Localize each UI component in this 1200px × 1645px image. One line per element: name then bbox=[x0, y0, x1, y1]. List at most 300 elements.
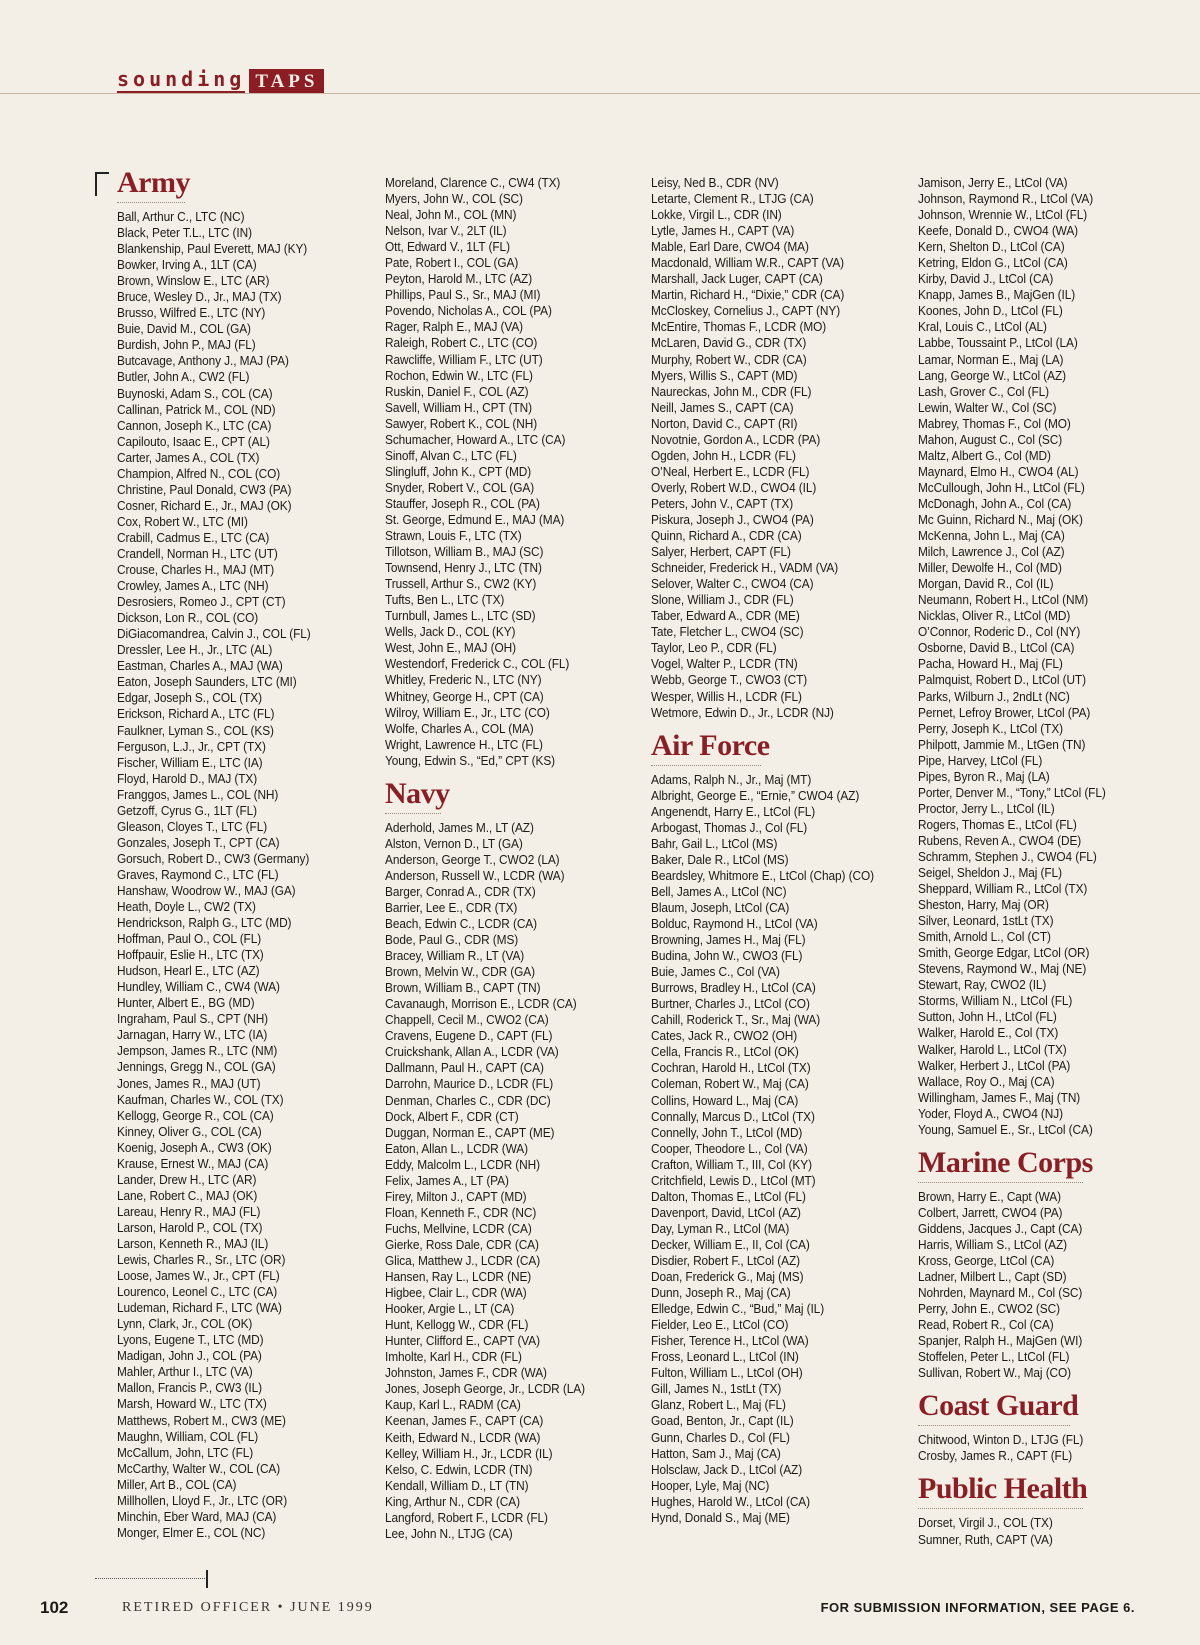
obituary-entry: Morgan, David R., Col (IL) bbox=[918, 576, 1054, 592]
top-rule bbox=[0, 93, 1200, 94]
obituary-entry: Carter, James A., COL (TX) bbox=[117, 449, 260, 465]
obituary-entry: Rawcliffe, William F., LTC (UT) bbox=[385, 351, 543, 367]
obituary-entry: Doan, Frederick G., Maj (MS) bbox=[651, 1269, 804, 1285]
obituary-entry: Ladner, Milbert L., Capt (SD) bbox=[918, 1269, 1067, 1285]
obituary-entry: Ludeman, Richard F., LTC (WA) bbox=[117, 1300, 282, 1316]
obituary-entry: Lamar, Norman E., Maj (LA) bbox=[918, 351, 1064, 367]
obituary-entry: Schumacher, Howard A., LTC (CA) bbox=[385, 431, 566, 447]
obituary-entry: Bolduc, Raymond H., LtCol (VA) bbox=[651, 916, 818, 932]
obituary-entry: Jennings, Gregg N., COL (GA) bbox=[117, 1059, 276, 1075]
obituary-entry: Kellogg, George R., COL (CA) bbox=[117, 1107, 274, 1123]
masthead-sounding: sounding bbox=[117, 68, 245, 94]
obituary-entry: Schramm, Stephen J., CWO4 (FL) bbox=[918, 848, 1097, 864]
obituary-entry: O’Connor, Roderic D., Col (NY) bbox=[918, 624, 1081, 640]
obituary-entry: Vogel, Walter P., LCDR (TN) bbox=[651, 656, 798, 672]
obituary-entry: Westendorf, Frederick C., COL (FL) bbox=[385, 656, 570, 672]
obituary-entry: Neumann, Robert H., LtCol (NM) bbox=[918, 592, 1089, 608]
obituary-entry: Brown, Harry E., Capt (WA) bbox=[918, 1188, 1061, 1204]
obituary-entry: Budina, John W., CWO3 (FL) bbox=[651, 948, 803, 964]
obituary-entry: Browning, James H., Maj (FL) bbox=[651, 932, 806, 948]
obituary-entry: Brown, Winslow E., LTC (AR) bbox=[117, 273, 270, 289]
obituary-entry: Hendrickson, Ralph G., LTC (MD) bbox=[117, 915, 292, 931]
obituary-entry: Rubens, Reven A., CWO4 (DE) bbox=[918, 832, 1082, 848]
obituary-entry: Perry, John E., CWO2 (SC) bbox=[918, 1301, 1060, 1317]
obituary-entry: Silver, Leonard, 1stLt (TX) bbox=[918, 913, 1054, 929]
obituary-entry: Lang, George W., LtCol (AZ) bbox=[918, 367, 1066, 383]
column-4 bbox=[918, 175, 1180, 1548]
obituary-entry: Lane, Robert C., MAJ (OK) bbox=[117, 1187, 258, 1203]
obituary-entry: Sawyer, Robert K., COL (NH) bbox=[385, 415, 538, 431]
obituary-entry: Cooper, Theodore L., Col (VA) bbox=[651, 1140, 808, 1156]
navy-list-continued bbox=[651, 175, 913, 721]
obituary-entry: Crafton, William T., III, Col (KY) bbox=[651, 1156, 812, 1172]
obituary-entry: Lyons, Eugene T., LTC (MD) bbox=[117, 1332, 264, 1348]
obituary-entry: Pipes, Byron R., Maj (LA) bbox=[918, 768, 1050, 784]
obituary-entry: Kern, Shelton D., LtCol (CA) bbox=[918, 239, 1065, 255]
obituary-entry: Colbert, Jarrett, CWO4 (PA) bbox=[918, 1204, 1063, 1220]
obituary-entry: Naureckas, John M., CDR (FL) bbox=[651, 383, 812, 399]
obituary-entry: Ruskin, Daniel F., COL (AZ) bbox=[385, 383, 529, 399]
obituary-entry: Jones, Joseph George, Jr., LCDR (LA) bbox=[385, 1381, 585, 1397]
obituary-entry: Maltz, Albert G., Col (MD) bbox=[918, 447, 1051, 463]
obituary-entry: Salyer, Herbert, CAPT (FL) bbox=[651, 544, 791, 560]
obituary-entry: Mahler, Arthur I., LTC (VA) bbox=[117, 1364, 253, 1380]
obituary-entry: Capilouto, Isaac E., CPT (AL) bbox=[117, 433, 270, 449]
corner-mark-horizontal bbox=[95, 172, 109, 174]
obituary-entry: Marsh, Howard W., LTC (TX) bbox=[117, 1396, 267, 1412]
obituary-entry: Wilroy, William E., Jr., LTC (CO) bbox=[385, 704, 550, 720]
bottom-tick bbox=[206, 1570, 208, 1588]
army-list-continued bbox=[385, 175, 607, 769]
obituary-entry: Lewin, Walter W., Col (SC) bbox=[918, 399, 1057, 415]
obituary-entry: Palmquist, Robert D., LtCol (UT) bbox=[918, 672, 1086, 688]
obituary-entry: Anderson, Russell W., LCDR (WA) bbox=[385, 867, 565, 883]
obituary-entry: Hoffpauir, Eslie H., LTC (TX) bbox=[117, 947, 264, 963]
obituary-entry: Cavanaugh, Morrison E., LCDR (CA) bbox=[385, 996, 577, 1012]
obituary-entry: Neal, John M., COL (MN) bbox=[385, 207, 517, 223]
obituary-entry: Gonzales, Joseph T., CPT (CA) bbox=[117, 834, 280, 850]
obituary-entry: Eddy, Malcolm L., LCDR (NH) bbox=[385, 1156, 540, 1172]
obituary-entry: Savell, William H., CPT (TN) bbox=[385, 399, 532, 415]
obituary-entry: Kelley, William H., Jr., LCDR (IL) bbox=[385, 1445, 553, 1461]
obituary-entry: Sheston, Harry, Maj (OR) bbox=[918, 897, 1049, 913]
obituary-entry: Hynd, Donald S., Maj (ME) bbox=[651, 1509, 790, 1525]
obituary-entry: Davenport, David, LtCol (AZ) bbox=[651, 1204, 801, 1220]
obituary-entry: Dock, Albert F., CDR (CT) bbox=[385, 1108, 519, 1124]
obituary-entry: Kendall, William D., LT (TN) bbox=[385, 1477, 529, 1493]
obituary-entry: Edgar, Joseph S., COL (TX) bbox=[117, 690, 262, 706]
army-heading: Army bbox=[117, 168, 185, 203]
obituary-entry: Webb, George T., CWO3 (CT) bbox=[651, 672, 808, 688]
obituary-entry: Eaton, Allan L., LCDR (WA) bbox=[385, 1140, 529, 1156]
obituary-entry: Buie, David M., COL (GA) bbox=[117, 321, 251, 337]
obituary-entry: McDonagh, John A., Col (CA) bbox=[918, 495, 1072, 511]
obituary-entry: Cruickshank, Allan A., LCDR (VA) bbox=[385, 1044, 559, 1060]
obituary-entry: Larson, Kenneth R., MAJ (IL) bbox=[117, 1236, 269, 1251]
obituary-entry: Keefe, Donald D., CWO4 (WA) bbox=[918, 223, 1079, 239]
obituary-entry: Firey, Milton J., CAPT (MD) bbox=[385, 1188, 527, 1204]
obituary-entry: Wells, Jack D., COL (KY) bbox=[385, 624, 516, 640]
obituary-entry: Stevens, Raymond W., Maj (NE) bbox=[918, 961, 1087, 977]
column-1 bbox=[117, 168, 332, 1541]
obituary-entry: Ingraham, Paul S., CPT (NH) bbox=[117, 1011, 269, 1027]
obituary-entry: Felix, James A., LT (PA) bbox=[385, 1172, 509, 1188]
obituary-entry: Cravens, Eugene D., CAPT (FL) bbox=[385, 1028, 553, 1044]
obituary-entry: Buynoski, Adam S., COL (CA) bbox=[117, 385, 273, 401]
obituary-entry: Norton, David C., CAPT (RI) bbox=[651, 415, 798, 431]
obituary-entry: Porter, Denver M., “Tony,” LtCol (FL) bbox=[918, 784, 1106, 800]
obituary-entry: Floan, Kenneth F., CDR (NC) bbox=[385, 1204, 537, 1220]
obituary-entry: Mahon, August C., Col (SC) bbox=[918, 431, 1063, 447]
obituary-entry: Sullivan, Robert W., Maj (CO) bbox=[918, 1365, 1072, 1381]
army-list bbox=[117, 209, 332, 1541]
obituary-entry: Dunn, Joseph R., Maj (CA) bbox=[651, 1285, 791, 1301]
obituary-entry: McCloskey, Cornelius J., CAPT (NY) bbox=[651, 303, 841, 319]
obituary-entry: Letarte, Clement R., LTJG (CA) bbox=[651, 191, 814, 207]
obituary-entry: Crabill, Cadmus E., LTC (CA) bbox=[117, 529, 270, 545]
obituary-entry: Fielder, Leo E., LtCol (CO) bbox=[651, 1317, 789, 1333]
public-health-heading: Public Health bbox=[918, 1474, 1083, 1509]
obituary-entry: Cochran, Harold H., LtCol (TX) bbox=[651, 1060, 811, 1076]
obituary-entry: Quinn, Richard A., CDR (CA) bbox=[651, 528, 802, 544]
obituary-entry: Spanjer, Ralph H., MajGen (WI) bbox=[918, 1333, 1083, 1349]
publication-line: RETIRED OFFICER • JUNE 1999 bbox=[122, 1600, 374, 1615]
column-3 bbox=[651, 175, 913, 1526]
corner-mark-vertical bbox=[95, 172, 97, 196]
obituary-entry: McCarthy, Walter W., COL (CA) bbox=[117, 1460, 281, 1476]
obituary-entry: Glica, Matthew J., LCDR (CA) bbox=[385, 1253, 541, 1268]
obituary-entry: Stauffer, Joseph R., COL (PA) bbox=[385, 495, 540, 511]
obituary-entry: Critchfield, Lewis D., LtCol (MT) bbox=[651, 1172, 816, 1188]
obituary-entry: Blankenship, Paul Everett, MAJ (KY) bbox=[117, 241, 308, 257]
obituary-entry: Crouse, Charles H., MAJ (MT) bbox=[117, 562, 275, 578]
obituary-entry: Barrier, Lee E., CDR (TX) bbox=[385, 899, 518, 915]
obituary-entry: Whitney, George H., CPT (CA) bbox=[385, 688, 544, 704]
obituary-entry: Crosby, James R., CAPT (FL) bbox=[918, 1448, 1073, 1464]
obituary-entry: Lash, Grover C., Col (FL) bbox=[918, 383, 1049, 399]
obituary-entry: Walker, Harold E., Col (TX) bbox=[918, 1025, 1059, 1041]
obituary-entry: Hooker, Argie L., LT (CA) bbox=[385, 1301, 515, 1317]
obituary-entry: Dallmann, Paul H., CAPT (CA) bbox=[385, 1060, 544, 1076]
obituary-entry: Christine, Paul Donald, CW3 (PA) bbox=[117, 481, 292, 497]
obituary-entry: Keith, Edward N., LCDR (WA) bbox=[385, 1429, 541, 1445]
obituary-entry: Arbogast, Thomas J., Col (FL) bbox=[651, 819, 808, 835]
obituary-entry: Burrows, Bradley H., LtCol (CA) bbox=[651, 980, 816, 996]
obituary-entry: Miller, Art B., COL (CA) bbox=[117, 1476, 237, 1492]
obituary-entry: Lokke, Virgil L., CDR (IN) bbox=[651, 207, 782, 223]
obituary-entry: Eastman, Charles A., MAJ (WA) bbox=[117, 658, 283, 674]
obituary-entry: Adams, Ralph N., Jr., Maj (MT) bbox=[651, 771, 812, 787]
obituary-entry: Rochon, Edwin W., LTC (FL) bbox=[385, 367, 533, 383]
obituary-entry: Fuchs, Mellvine, LCDR (CA) bbox=[385, 1220, 532, 1236]
obituary-entry: Beach, Edwin C., LCDR (CA) bbox=[385, 916, 538, 932]
obituary-entry: Mabrey, Thomas F., Col (MO) bbox=[918, 415, 1071, 431]
obituary-entry: Selover, Walter C., CWO4 (CA) bbox=[651, 576, 814, 592]
obituary-entry: Butcavage, Anthony J., MAJ (PA) bbox=[117, 353, 289, 369]
obituary-entry: Taber, Edward A., CDR (ME) bbox=[651, 608, 800, 624]
obituary-entry: Cox, Robert W., LTC (MI) bbox=[117, 513, 248, 529]
obituary-entry: Sumner, Ruth, CAPT (VA) bbox=[918, 1531, 1053, 1547]
obituary-entry: Myers, John W., COL (SC) bbox=[385, 191, 523, 207]
obituary-entry: Ball, Arthur C., LTC (NC) bbox=[117, 209, 245, 224]
obituary-entry: Chitwood, Winton D., LTJG (FL) bbox=[918, 1432, 1084, 1448]
obituary-entry: Heath, Doyle L., CW2 (TX) bbox=[117, 899, 256, 915]
obituary-entry: Peters, John V., CAPT (TX) bbox=[651, 495, 794, 511]
obituary-entry: Crandell, Norman H., LTC (UT) bbox=[117, 545, 278, 561]
obituary-entry: Getzoff, Cyrus G., 1LT (FL) bbox=[117, 802, 258, 818]
obituary-entry: Connally, Marcus D., LtCol (TX) bbox=[651, 1108, 815, 1124]
obituary-entry: Stoffelen, Peter L., LtCol (FL) bbox=[918, 1349, 1070, 1365]
obituary-entry: Milch, Lawrence J., Col (AZ) bbox=[918, 544, 1065, 560]
obituary-entry: Graves, Raymond C., LTC (FL) bbox=[117, 866, 279, 882]
obituary-entry: Rogers, Thomas E., LtCol (FL) bbox=[918, 816, 1077, 832]
obituary-entry: Keenan, James F., CAPT (CA) bbox=[385, 1413, 544, 1429]
obituary-entry: Slingluff, John K., CPT (MD) bbox=[385, 463, 532, 479]
coast-guard-heading: Coast Guard bbox=[918, 1391, 1070, 1426]
obituary-entry: Slone, William J., CDR (FL) bbox=[651, 592, 794, 608]
obituary-entry: Butler, John A., CW2 (FL) bbox=[117, 369, 250, 385]
obituary-entry: Imholte, Karl H., CDR (FL) bbox=[385, 1349, 522, 1365]
obituary-entry: Gunn, Charles D., Col (FL) bbox=[651, 1429, 790, 1445]
obituary-entry: Miller, Dewolfe H., Col (MD) bbox=[918, 560, 1062, 576]
obituary-entry: Hughes, Harold W., LtCol (CA) bbox=[651, 1493, 811, 1509]
obituary-entry: Knapp, James B., MajGen (IL) bbox=[918, 287, 1076, 303]
obituary-entry: Minchin, Eber Ward, MAJ (CA) bbox=[117, 1508, 277, 1524]
obituary-entry: Faulkner, Lyman S., COL (KS) bbox=[117, 722, 274, 738]
obituary-entry: Wolfe, Charles A., COL (MA) bbox=[385, 720, 534, 736]
obituary-entry: Dalton, Thomas E., LtCol (FL) bbox=[651, 1188, 806, 1204]
obituary-entry: Novotnie, Gordon A., LCDR (PA) bbox=[651, 431, 821, 447]
obituary-entry: Taylor, Leo P., CDR (FL) bbox=[651, 640, 777, 656]
obituary-entry: Perry, Joseph K., LtCol (TX) bbox=[918, 720, 1064, 736]
obituary-entry: Cates, Jack R., CWO2 (OH) bbox=[651, 1028, 798, 1044]
obituary-entry: Langford, Robert F., LCDR (FL) bbox=[385, 1509, 548, 1525]
obituary-entry: Hatton, Sam J., Maj (CA) bbox=[651, 1445, 781, 1461]
obituary-entry: Murphy, Robert W., CDR (CA) bbox=[651, 351, 807, 367]
obituary-entry: Pacha, Howard H., Maj (FL) bbox=[918, 656, 1063, 672]
obituary-entry: Bowker, Irving A., 1LT (CA) bbox=[117, 257, 257, 273]
obituary-entry: Larson, Harold P., COL (TX) bbox=[117, 1219, 263, 1235]
obituary-entry: Loose, James W., Jr., CPT (FL) bbox=[117, 1268, 280, 1284]
obituary-entry: Parks, Wilburn J., 2ndLt (NC) bbox=[918, 688, 1070, 704]
obituary-entry: Labbe, Toussaint P., LtCol (LA) bbox=[918, 335, 1078, 351]
obituary-entry: Peyton, Harold M., LTC (AZ) bbox=[385, 271, 533, 287]
obituary-entry: Higbee, Clair L., CDR (WA) bbox=[385, 1285, 527, 1301]
obituary-entry: Bracey, William R., LT (VA) bbox=[385, 948, 525, 964]
obituary-entry: Matthews, Robert M., CW3 (ME) bbox=[117, 1412, 286, 1428]
obituary-entry: Pate, Robert I., COL (GA) bbox=[385, 255, 519, 271]
obituary-entry: Lander, Drew H., LTC (AR) bbox=[117, 1171, 257, 1187]
obituary-entry: Duggan, Norman E., CAPT (ME) bbox=[385, 1124, 555, 1140]
obituary-entry: Eaton, Joseph Saunders, LTC (MI) bbox=[117, 674, 297, 690]
obituary-entry: Hooper, Lyle, Maj (NC) bbox=[651, 1477, 770, 1493]
obituary-entry: Kaup, Karl L., RADM (CA) bbox=[385, 1397, 521, 1413]
obituary-entry: DiGiacomandrea, Calvin J., COL (FL) bbox=[117, 626, 311, 642]
obituary-entry: Bell, James A., LtCol (NC) bbox=[651, 883, 787, 899]
obituary-entry: Dickson, Lon R., COL (CO) bbox=[117, 610, 259, 626]
obituary-entry: Strawn, Louis F., LTC (TX) bbox=[385, 528, 522, 544]
column-2 bbox=[385, 175, 607, 1542]
obituary-entry: Floyd, Harold D., MAJ (TX) bbox=[117, 770, 258, 786]
obituary-entry: Kral, Louis C., LtCol (AL) bbox=[918, 319, 1047, 335]
obituary-entry: Philpott, Jammie M., LtGen (TN) bbox=[918, 736, 1086, 752]
obituary-entry: Hudson, Hearl E., LTC (AZ) bbox=[117, 963, 260, 979]
obituary-entry: Kross, George, LtCol (CA) bbox=[918, 1253, 1055, 1268]
obituary-entry: Angenendt, Harry E., LtCol (FL) bbox=[651, 803, 816, 819]
obituary-entry: Ferguson, L.J., Jr., CPT (TX) bbox=[117, 738, 266, 754]
obituary-entry: Piskura, Joseph J., CWO4 (PA) bbox=[651, 511, 814, 527]
obituary-entry: Chappell, Cecil M., CWO2 (CA) bbox=[385, 1012, 549, 1028]
obituary-entry: Gierke, Ross Dale, CDR (CA) bbox=[385, 1236, 539, 1252]
obituary-entry: Smith, George Edgar, LtCol (OR) bbox=[918, 945, 1090, 961]
obituary-entry: Wright, Lawrence H., LTC (FL) bbox=[385, 736, 543, 752]
obituary-entry: Turnbull, James L., LTC (SD) bbox=[385, 608, 536, 624]
coast-guard-list bbox=[918, 1432, 1180, 1464]
obituary-entry: Nicklas, Oliver R., LtCol (MD) bbox=[918, 608, 1071, 624]
obituary-entry: Kinney, Oliver G., COL (CA) bbox=[117, 1123, 262, 1139]
obituary-entry: Ogden, John H., LCDR (FL) bbox=[651, 447, 796, 463]
obituary-entry: Krause, Ernest W., MAJ (CA) bbox=[117, 1155, 269, 1171]
obituary-entry: Koenig, Joseph A., CW3 (OK) bbox=[117, 1139, 272, 1155]
obituary-entry: Crowley, James A., LTC (NH) bbox=[117, 578, 269, 594]
air-force-list bbox=[651, 772, 913, 1526]
obituary-entry: McLaren, David G., CDR (TX) bbox=[651, 335, 807, 351]
obituary-entry: Dressler, Lee H., Jr., LTC (AL) bbox=[117, 642, 273, 658]
masthead-taps: TAPS bbox=[249, 69, 323, 94]
obituary-entry: Whitley, Frederic N., LTC (NY) bbox=[385, 672, 542, 688]
obituary-entry: Pernet, Lefroy Brower, LtCol (PA) bbox=[918, 704, 1091, 720]
obituary-entry: Hundley, William C., CW4 (WA) bbox=[117, 979, 280, 995]
obituary-entry: Mallon, Francis P., CW3 (IL) bbox=[117, 1380, 262, 1396]
public-health-list bbox=[918, 1515, 1180, 1547]
obituary-entry: Gleason, Cloyes T., LTC (FL) bbox=[117, 818, 268, 834]
obituary-entry: Cella, Francis R., LtCol (OK) bbox=[651, 1044, 799, 1060]
obituary-entry: Black, Peter T.L., LTC (IN) bbox=[117, 225, 252, 241]
obituary-entry: Martin, Richard H., “Dixie,” CDR (CA) bbox=[651, 287, 845, 303]
page-number: 102 bbox=[40, 1598, 69, 1617]
obituary-entry: Hunter, Albert E., BG (MD) bbox=[117, 995, 255, 1011]
obituary-entry: Hansen, Ray L., LCDR (NE) bbox=[385, 1269, 532, 1285]
submission-note: FOR SUBMISSION INFORMATION, SEE PAGE 6. bbox=[820, 1600, 1135, 1615]
obituary-entry: King, Arthur N., CDR (CA) bbox=[385, 1493, 520, 1509]
obituary-entry: Erickson, Richard A., LTC (FL) bbox=[117, 706, 275, 722]
obituary-entry: Sheppard, William R., LtCol (TX) bbox=[918, 881, 1088, 897]
marine-corps-list bbox=[918, 1189, 1180, 1382]
obituary-entry: Townsend, Henry J., LTC (TN) bbox=[385, 560, 542, 576]
obituary-entry: Leisy, Ned B., CDR (NV) bbox=[651, 175, 779, 190]
obituary-entry: Goad, Benton, Jr., Capt (IL) bbox=[651, 1413, 794, 1429]
obituary-entry: Holsclaw, Jack D., LtCol (AZ) bbox=[651, 1461, 803, 1477]
obituary-entry: Hunt, Kellogg W., CDR (FL) bbox=[385, 1317, 529, 1333]
obituary-entry: Seigel, Sheldon J., Maj (FL) bbox=[918, 865, 1062, 881]
obituary-entry: Bruce, Wesley D., Jr., MAJ (TX) bbox=[117, 289, 282, 305]
obituary-entry: Rager, Ralph E., MAJ (VA) bbox=[385, 319, 524, 335]
obituary-entry: Nelson, Ivar V., 2LT (IL) bbox=[385, 223, 507, 239]
obituary-entry: Cahill, Roderick T., Sr., Maj (WA) bbox=[651, 1012, 821, 1028]
obituary-entry: Burdish, John P., MAJ (FL) bbox=[117, 337, 256, 353]
obituary-entry: Maynard, Elmo H., CWO4 (AL) bbox=[918, 463, 1079, 479]
obituary-entry: Walker, Herbert J., LtCol (PA) bbox=[918, 1057, 1071, 1073]
obituary-entry: Monger, Elmer E., COL (NC) bbox=[117, 1524, 266, 1540]
obituary-entry: Kelso, C. Edwin, LCDR (TN) bbox=[385, 1461, 533, 1477]
obituary-entry: Ketring, Eldon G., LtCol (CA) bbox=[918, 255, 1068, 271]
obituary-entry: Snyder, Robert V., COL (GA) bbox=[385, 479, 535, 495]
marine-corps-heading: Marine Corps bbox=[918, 1148, 1083, 1183]
obituary-entry: Koones, John D., LtCol (FL) bbox=[918, 303, 1063, 319]
obituary-entry: Fischer, William E., LTC (IA) bbox=[117, 754, 263, 770]
obituary-entry: Franggos, James L., COL (NH) bbox=[117, 786, 279, 802]
obituary-entry: Hanshaw, Woodrow W., MAJ (GA) bbox=[117, 882, 296, 898]
obituary-entry: Read, Robert R., Col (CA) bbox=[918, 1317, 1054, 1333]
obituary-entry: Johnson, Raymond R., LtCol (VA) bbox=[918, 191, 1094, 207]
obituary-entry: Young, Edwin S., “Ed,” CPT (KS) bbox=[385, 752, 556, 768]
obituary-entry: Buie, James C., Col (VA) bbox=[651, 964, 780, 980]
obituary-entry: McKenna, John L., Maj (CA) bbox=[918, 528, 1065, 544]
air-force-heading: Air Force bbox=[651, 731, 761, 766]
obituary-entry: Proctor, Jerry L., LtCol (IL) bbox=[918, 800, 1055, 816]
obituary-entry: Lareau, Henry R., MAJ (FL) bbox=[117, 1203, 261, 1219]
obituary-entry: Stewart, Ray, CWO2 (IL) bbox=[918, 977, 1047, 993]
obituary-entry: Millhollen, Lloyd F., Jr., LTC (OR) bbox=[117, 1492, 288, 1508]
obituary-entry: Connelly, John T., LtCol (MD) bbox=[651, 1124, 803, 1140]
obituary-entry: Myers, Willis S., CAPT (MD) bbox=[651, 367, 798, 383]
obituary-entry: Lynn, Clark, Jr., COL (OK) bbox=[117, 1316, 253, 1332]
obituary-entry: Johnston, James F., CDR (WA) bbox=[385, 1365, 547, 1381]
obituary-entry: Callinan, Patrick M., COL (ND) bbox=[117, 401, 276, 417]
obituary-entry: Ott, Edward V., 1LT (FL) bbox=[385, 239, 510, 255]
obituary-entry: Brusso, Wilfred E., LTC (NY) bbox=[117, 305, 266, 321]
obituary-entry: Gill, James N., 1stLt (TX) bbox=[651, 1381, 782, 1397]
obituary-entry: Overly, Robert W.D., CWO4 (IL) bbox=[651, 479, 817, 495]
obituary-entry: Willingham, James F., Maj (TN) bbox=[918, 1089, 1081, 1105]
obituary-entry: Nohrden, Maynard M., Col (SC) bbox=[918, 1285, 1083, 1301]
air-force-list-continued bbox=[918, 175, 1180, 1138]
obituary-entry: Jamison, Jerry E., LtCol (VA) bbox=[918, 175, 1068, 190]
obituary-entry: Blaum, Joseph, LtCol (CA) bbox=[651, 899, 790, 915]
obituary-entry: Maughn, William, COL (FL) bbox=[117, 1428, 259, 1444]
obituary-entry: Tate, Fletcher L., CWO4 (SC) bbox=[651, 624, 804, 640]
obituary-entry: Pipe, Harvey, LtCol (FL) bbox=[918, 752, 1043, 768]
obituary-entry: Cannon, Joseph K., LTC (CA) bbox=[117, 417, 272, 433]
obituary-entry: Aderhold, James M., LT (AZ) bbox=[385, 819, 534, 835]
obituary-entry: Trussell, Arthur S., CW2 (KY) bbox=[385, 576, 537, 592]
obituary-entry: Glanz, Robert L., Maj (FL) bbox=[651, 1397, 786, 1413]
obituary-entry: Bahr, Gail L., LtCol (MS) bbox=[651, 835, 778, 851]
obituary-entry: Wetmore, Edwin D., Jr., LCDR (NJ) bbox=[651, 704, 834, 720]
obituary-entry: Raleigh, Robert C., LTC (CO) bbox=[385, 335, 538, 351]
obituary-entry: Burtner, Charles J., LtCol (CO) bbox=[651, 996, 810, 1012]
obituary-entry: Wallace, Roy O., Maj (CA) bbox=[918, 1073, 1055, 1089]
obituary-entry: McEntire, Thomas F., LCDR (MO) bbox=[651, 319, 827, 335]
obituary-entry: Beardsley, Whitmore E., LtCol (Chap) (CO) bbox=[651, 867, 874, 883]
obituary-entry: Neill, James S., CAPT (CA) bbox=[651, 399, 794, 415]
obituary-entry: Disdier, Robert F., LtCol (AZ) bbox=[651, 1253, 801, 1268]
obituary-entry: McCallum, John, LTC (FL) bbox=[117, 1444, 254, 1460]
obituary-entry: Young, Samuel E., Sr., LtCol (CA) bbox=[918, 1121, 1093, 1137]
obituary-entry: Wesper, Willis H., LCDR (FL) bbox=[651, 688, 802, 704]
obituary-entry: Lourenco, Leonel C., LTC (CA) bbox=[117, 1284, 278, 1300]
obituary-entry: Champion, Alfred N., COL (CO) bbox=[117, 465, 281, 481]
obituary-entry: Dorset, Virgil J., COL (TX) bbox=[918, 1515, 1053, 1531]
obituary-entry: Moreland, Clarence C., CW4 (TX) bbox=[385, 175, 561, 190]
obituary-entry: Lytle, James H., CAPT (VA) bbox=[651, 223, 795, 239]
obituary-entry: Smith, Arnold L., Col (CT) bbox=[918, 929, 1051, 945]
obituary-entry: Phillips, Paul S., Sr., MAJ (MI) bbox=[385, 287, 541, 303]
obituary-entry: Harris, William S., LtCol (AZ) bbox=[918, 1236, 1067, 1252]
obituary-entry: Johnson, Wrennie W., LtCol (FL) bbox=[918, 207, 1088, 223]
masthead bbox=[117, 68, 324, 94]
obituary-entry: Lee, John N., LTJG (CA) bbox=[385, 1525, 513, 1541]
